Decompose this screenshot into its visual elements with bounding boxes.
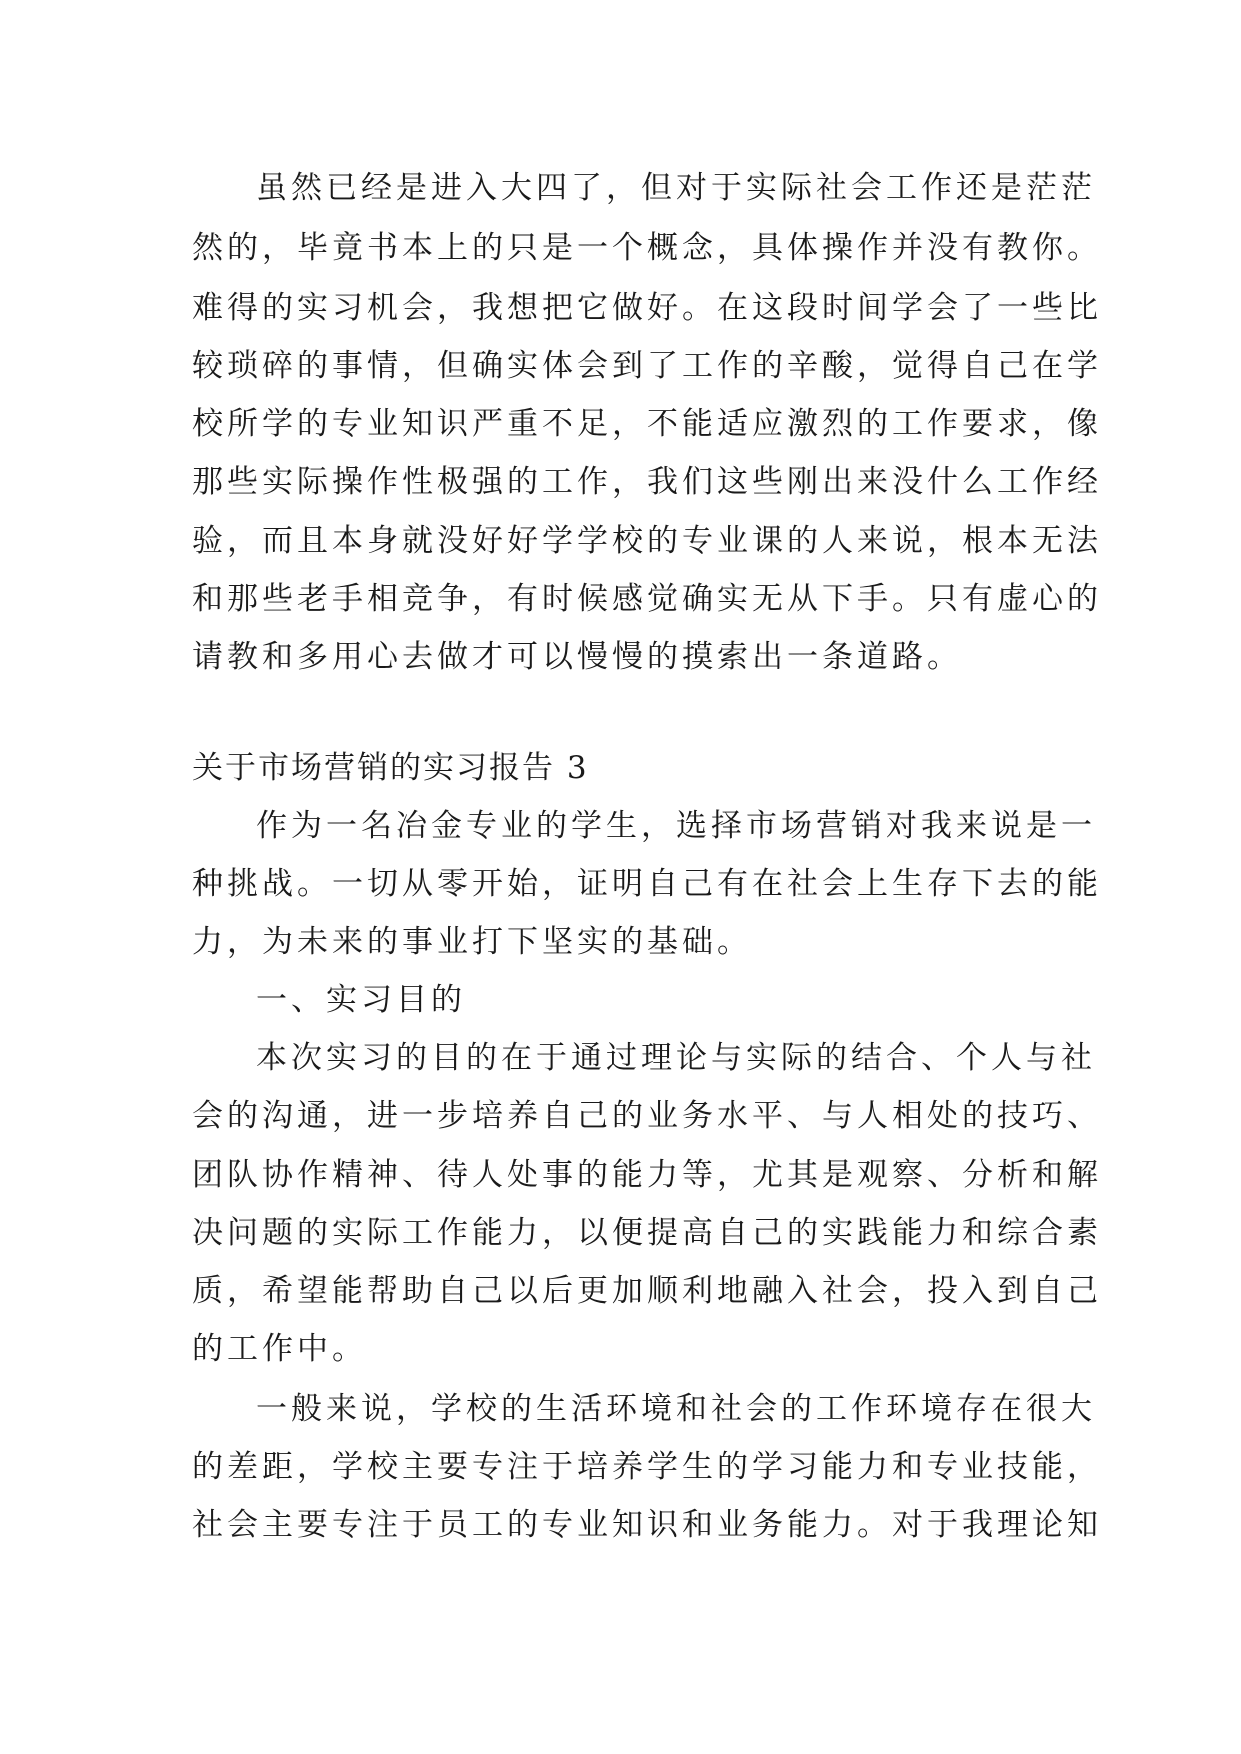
paragraph-line: 力，为未来的事业打下坚实的基础。	[192, 924, 752, 960]
paragraph-line: 难得的实习机会，我想把它做好。在这段时间学会了一些比	[192, 290, 1102, 326]
paragraph-line: 那些实际操作性极强的工作，我们这些刚出来没什么工作经	[192, 464, 1102, 500]
paragraph-line: 较琐碎的事情，但确实体会到了工作的辛酸，觉得自己在学	[192, 348, 1102, 384]
paragraph-line: 的工作中。	[192, 1331, 367, 1367]
paragraph-line: 验，而且本身就没好好学学校的专业课的人来说，根本无法	[192, 523, 1102, 559]
paragraph-line: 然的，毕竟书本上的只是一个概念，具体操作并没有教你。	[192, 230, 1102, 266]
paragraph-line: 校所学的专业知识严重不足，不能适应激烈的工作要求，像	[192, 406, 1102, 442]
paragraph-line: 种挑战。一切从零开始，证明自己有在社会上生存下去的能	[192, 866, 1102, 902]
paragraph-line: 作为一名冶金专业的学生，选择市场营销对我来说是一	[256, 808, 1096, 844]
paragraph-line: 请教和多用心去做才可以慢慢的摸索出一条道路。	[192, 639, 962, 675]
paragraph-line: 社会主要专注于员工的专业知识和业务能力。对于我理论知	[192, 1507, 1102, 1543]
paragraph-line: 决问题的实际工作能力，以便提高自己的实践能力和综合素	[192, 1215, 1102, 1251]
section-heading: 一、实习目的	[256, 982, 466, 1018]
paragraph-line: 团队协作精神、待人处事的能力等，尤其是观察、分析和解	[192, 1157, 1102, 1193]
paragraph-line: 本次实习的目的在于通过理论与实际的结合、个人与社	[256, 1040, 1096, 1076]
paragraph-line: 质，希望能帮助自己以后更加顺利地融入社会，投入到自己	[192, 1273, 1102, 1309]
paragraph-line: 会的沟通，进一步培养自己的业务水平、与人相处的技巧、	[192, 1098, 1102, 1134]
paragraph-line: 虽然已经是进入大四了，但对于实际社会工作还是茫茫	[256, 170, 1096, 206]
paragraph-line: 的差距，学校主要专注于培养学生的学习能力和专业技能，	[192, 1449, 1102, 1485]
paragraph-line: 一般来说，学校的生活环境和社会的工作环境存在很大	[256, 1391, 1096, 1427]
paragraph-line: 和那些老手相竞争，有时候感觉确实无从下手。只有虚心的	[192, 581, 1102, 617]
section-title: 关于市场营销的实习报告 3	[192, 750, 589, 786]
